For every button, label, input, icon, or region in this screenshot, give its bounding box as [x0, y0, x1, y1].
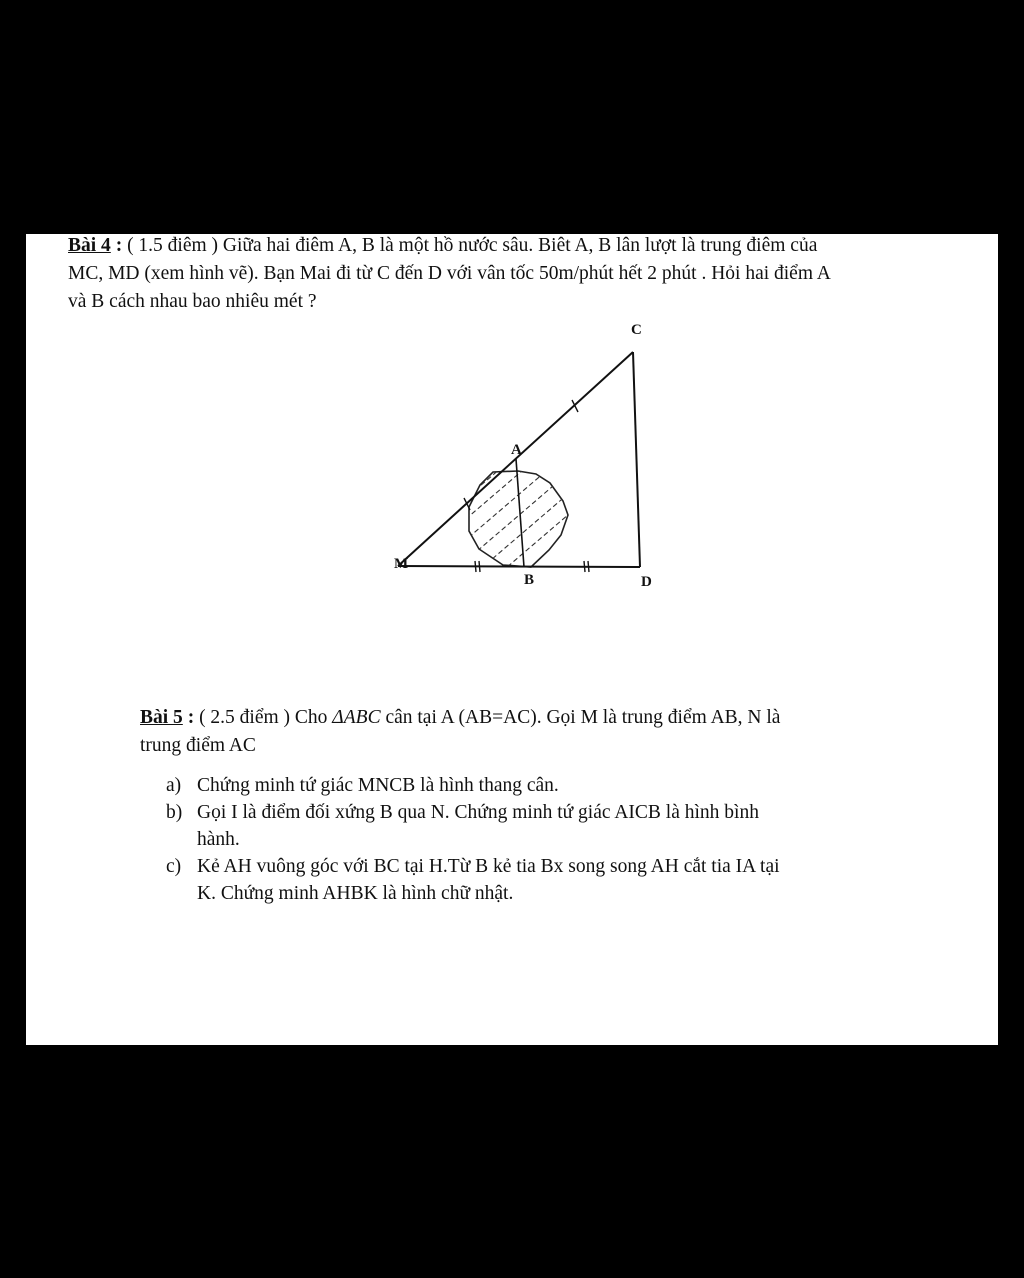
bai-5-text-after: cân tại A (AB=AC). Gọi M là trung điểm AB, N là	[380, 707, 781, 728]
item-c-line-1: Kẻ AH vuông góc với BC tại H.Từ B kẻ tia Bx song song AH cắt tia IA tại	[197, 856, 780, 877]
bai-5-colon: :	[182, 707, 200, 728]
item-a-line-1: Chứng minh tứ giác MNCB là hình thang cân.	[197, 775, 559, 796]
segment-mc	[398, 352, 633, 566]
item-c-line-2: K. Chứng minh AHBK là hình chữ nhật.	[197, 883, 514, 904]
bai-4-paragraph	[68, 232, 948, 316]
label-a: A	[511, 442, 522, 458]
geometry-diagram	[366, 324, 666, 604]
label-m: M	[394, 556, 409, 572]
bai-4-colon: :	[110, 235, 128, 256]
item-a	[140, 772, 900, 799]
geometry-figure	[366, 324, 666, 604]
segment-md	[398, 566, 640, 567]
item-a-mark: a)	[166, 775, 182, 796]
bai-4-text-1: ( 1.5 điêm ) Giữa hai điêm A, B là một hồ nước sâu. Biêt A, B lân lượt là trung điêm của	[127, 235, 818, 256]
document-page	[26, 234, 998, 1045]
bai-5-line-2: trung điểm AC	[140, 735, 256, 756]
segment-ab	[516, 459, 524, 567]
item-b-line-1: Gọi I là điểm đối xứng B qua N. Chứng minh tứ giác AICB là hình bình	[197, 802, 759, 823]
label-d: D	[641, 574, 652, 590]
item-b-line-2: hành.	[197, 829, 240, 850]
label-b: B	[524, 572, 535, 588]
triangle-notation: ΔABC	[332, 707, 381, 728]
item-b	[140, 799, 900, 853]
segment-cd	[633, 352, 640, 567]
bai-4-line-3: và B cách nhau bao nhiêu mét ?	[68, 291, 317, 312]
bai-4-heading: Bài 4	[68, 235, 111, 256]
bai-5-line-1	[140, 704, 900, 732]
bai-4-line-2: MC, MD (xem hình vẽ). Bạn Mai đi từ C đến D với vân tốc 50m/phút hết 2 phút . Hỏi hai điểm A	[68, 263, 831, 284]
bai-5-paragraph	[140, 704, 900, 760]
label-c: C	[631, 322, 642, 338]
bai-5-heading: Bài 5	[140, 707, 183, 728]
item-c	[140, 853, 900, 907]
bai-5-text-before: ( 2.5 điểm ) Cho	[199, 707, 333, 728]
bai-4-line-1	[68, 232, 948, 260]
bai-5-items	[140, 772, 900, 907]
item-c-mark: c)	[166, 856, 182, 877]
item-b-mark: b)	[166, 802, 183, 823]
